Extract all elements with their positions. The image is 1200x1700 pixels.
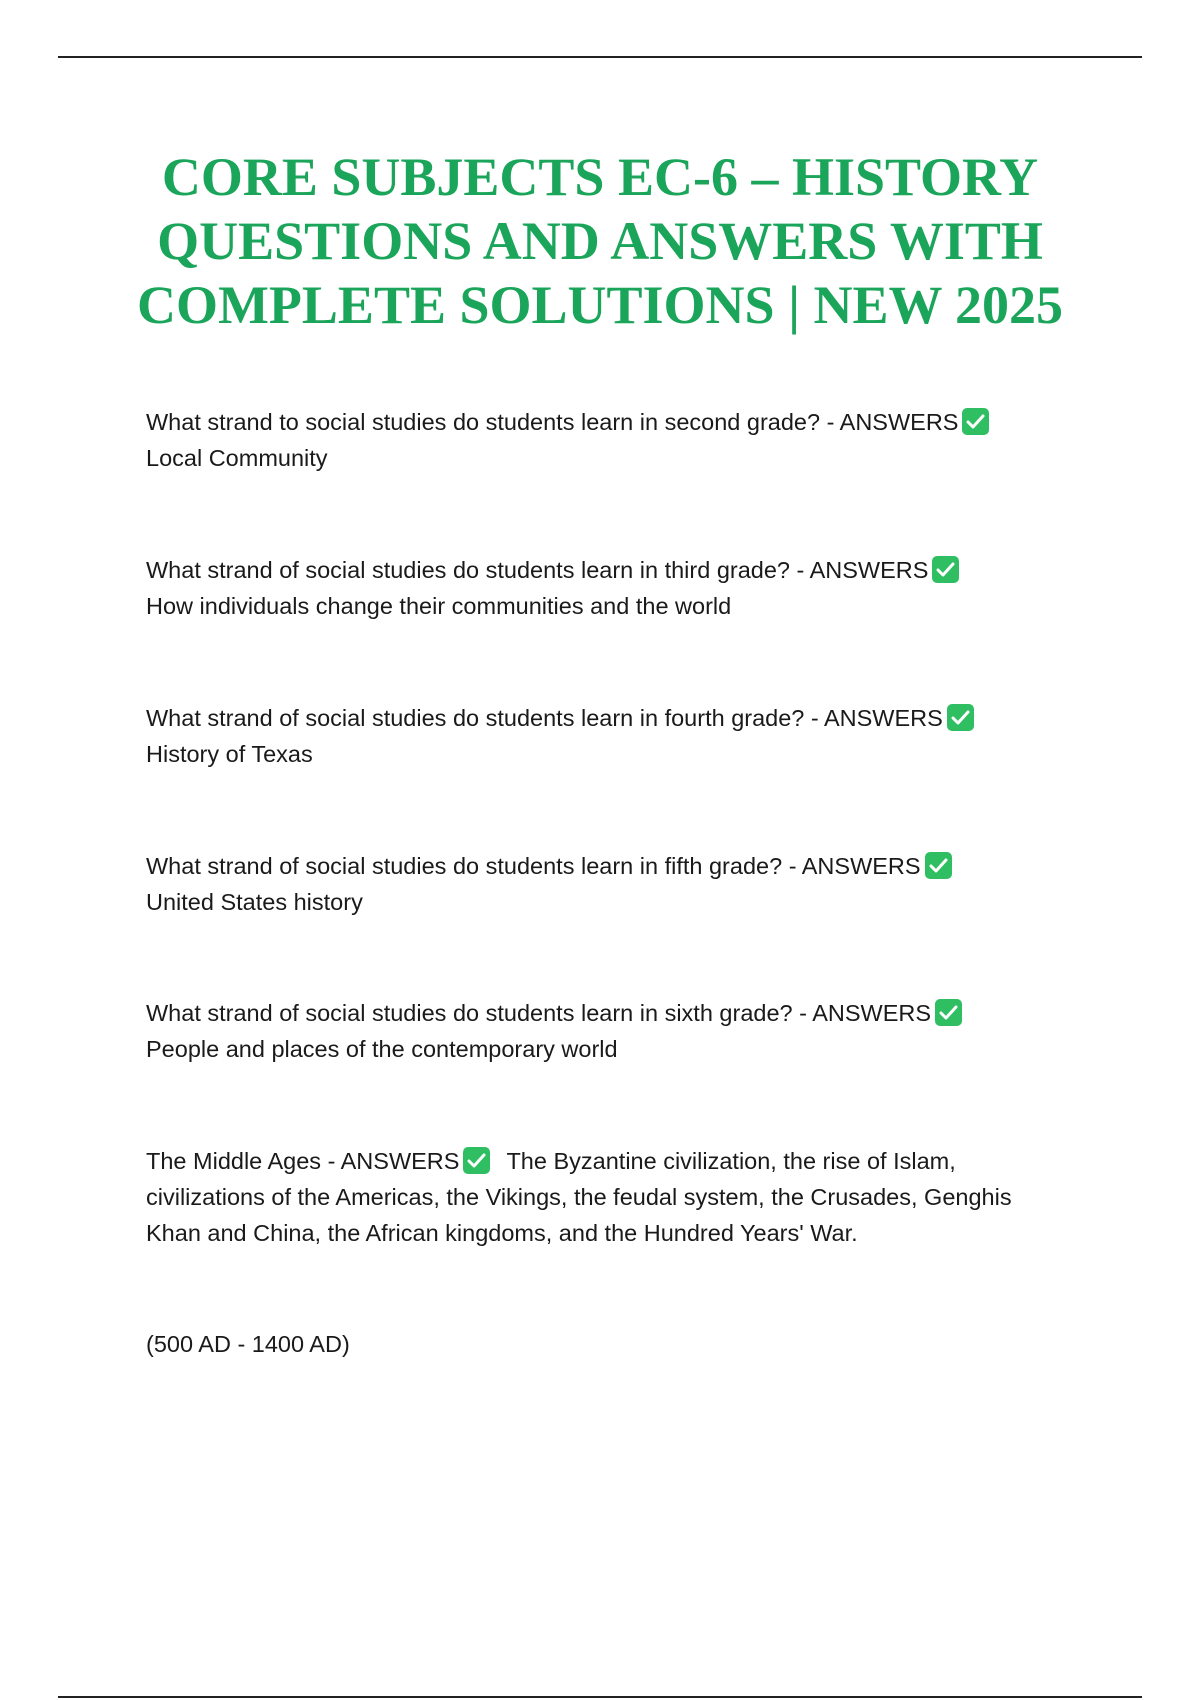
top-rule	[58, 56, 1142, 58]
answer-text: People and places of the contemporary world	[146, 1036, 618, 1062]
question-line	[146, 552, 1096, 588]
title-line-2: QUESTIONS AND ANSWERS WITH	[157, 211, 1043, 271]
check-box-icon	[947, 704, 974, 731]
check-box-icon	[932, 556, 959, 583]
check-box-icon	[925, 852, 952, 879]
question-text: What strand to social studies do students learn in second grade? - ANSWERS	[146, 409, 959, 435]
qa-item	[146, 404, 1096, 476]
bottom-rule	[58, 1696, 1142, 1698]
question-text: What strand of social studies do students learn in third grade? - ANSWERS	[146, 557, 929, 583]
question-text: What strand of social studies do students learn in fourth grade? - ANSWERS	[146, 705, 943, 731]
question-line	[146, 404, 1096, 440]
page-title	[100, 145, 1100, 337]
answer-text-line-1: The Byzantine civilization, the rise of Islam,	[506, 1148, 956, 1174]
qa-item	[146, 552, 1096, 624]
answer-text: United States history	[146, 889, 363, 915]
question-text: The Middle Ages - ANSWERS	[146, 1148, 460, 1174]
title-line-3: COMPLETE SOLUTIONS | NEW 2025	[136, 275, 1064, 335]
question-text: What strand of social studies do students learn in sixth grade? - ANSWERS	[146, 1000, 932, 1026]
question-line	[146, 700, 1096, 736]
answer-text: History of Texas	[146, 741, 313, 767]
question-line	[146, 848, 1096, 884]
date-range-text: (500 AD - 1400 AD)	[146, 1331, 350, 1357]
check-box-icon	[962, 408, 989, 435]
answer-text-line-2: civilizations of the Americas, the Vikings, the feudal system, the Crusades, Genghis	[146, 1184, 1012, 1210]
check-box-icon	[935, 999, 962, 1026]
question-line	[146, 1143, 1096, 1179]
answer-text: Local Community	[146, 445, 328, 471]
question-line	[146, 995, 1096, 1031]
title-line-1: CORE SUBJECTS EC-6 – HISTORY	[161, 147, 1039, 207]
date-range	[146, 1326, 1096, 1362]
qa-item	[146, 995, 1096, 1067]
qa-item-middle-ages	[146, 1143, 1096, 1251]
answer-text-line-3: Khan and China, the African kingdoms, and the Hundred Years' War.	[146, 1220, 858, 1246]
answer-text: How individuals change their communities and the world	[146, 593, 732, 619]
question-text: What strand of social studies do students learn in fifth grade? - ANSWERS	[146, 853, 921, 879]
qa-item	[146, 848, 1096, 920]
check-box-icon	[463, 1147, 490, 1174]
qa-item	[146, 700, 1096, 772]
